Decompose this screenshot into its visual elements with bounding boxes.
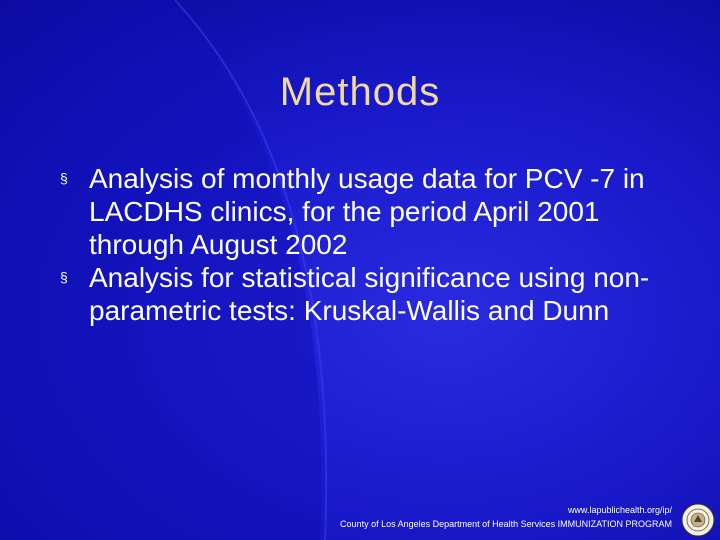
bullet-item [60,162,680,261]
bullet-marker-icon: § [60,170,68,186]
county-seal-icon [681,503,715,537]
footer-department: County of Los Angeles Department of Health Services IMMUNIZATION PROGRAM [340,519,672,529]
bullet-item [60,261,680,327]
slide-title: Methods [279,70,441,114]
bullet-text: Analysis for statistical significance using non-parametric tests: Kruskal-Wallis and Dunn [89,262,650,326]
bullet-marker-icon: § [60,269,68,285]
bullet-text: Analysis of monthly usage data for PCV -7 in LACDHS clinics, for the period April 2001 through August 2002 [89,163,645,260]
bullet-list [60,162,680,327]
footer-url: www.lapublichealth.org/ip/ [567,505,672,515]
